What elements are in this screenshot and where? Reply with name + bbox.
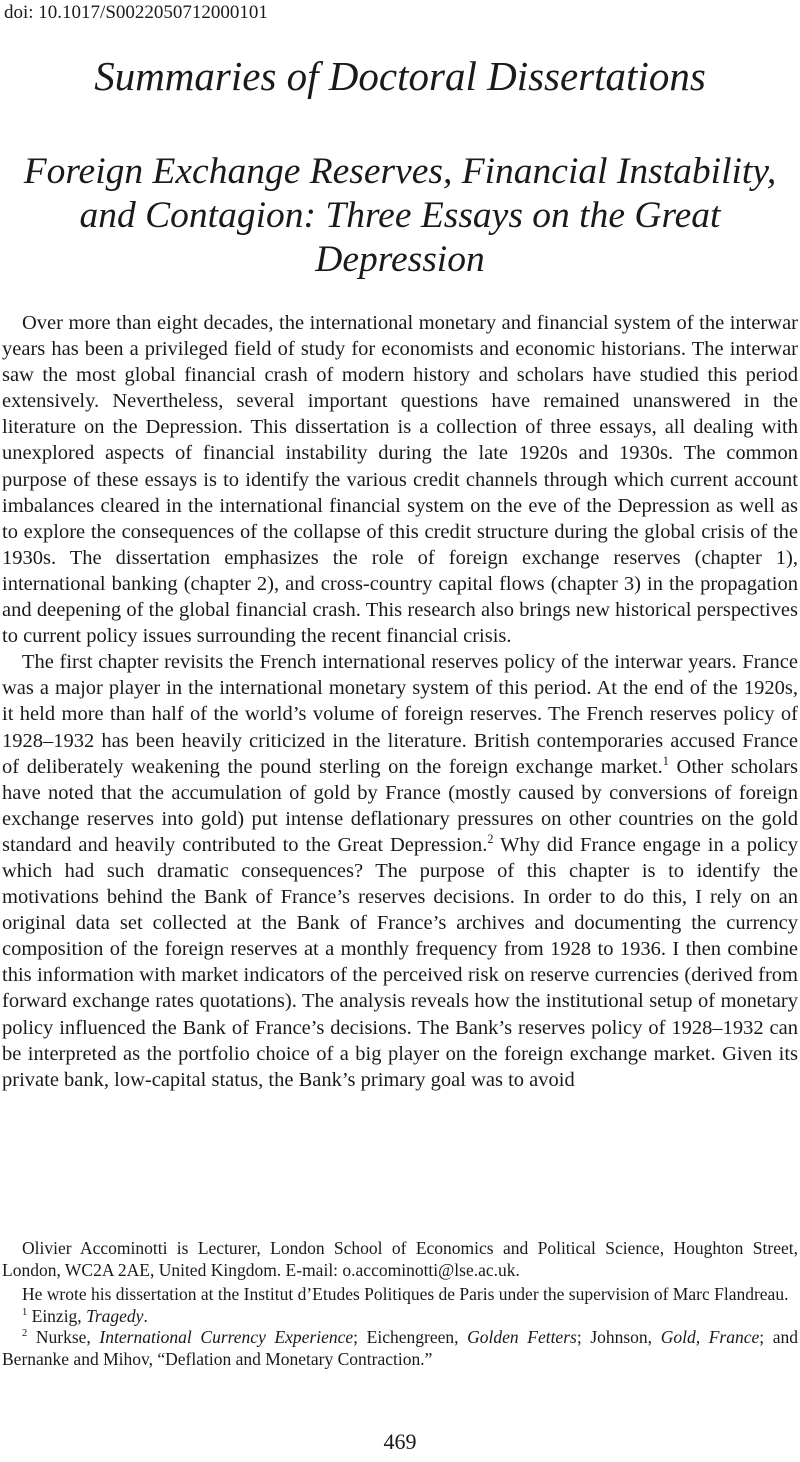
footnote-text: ; Eichengreen, [353, 1327, 468, 1347]
footnote-title: Tragedy [86, 1305, 144, 1326]
footnote-2 [2, 1327, 798, 1370]
page-number: 469 [383, 1429, 417, 1454]
footnote-text: ; Johnson, [576, 1327, 661, 1347]
paragraph-text: The first chapter revisits the French international reserves policy of the interwar years. France was a major player in the international monetary system of this period. At the end of the 1920s, it held more than half of the world’s volume of foreign reserves. The French reserves policy of 1928–1932 has been heavily criticized in the literature. British contemporaries accused France of deliberately weakening the pound sterling on the foreign exchange market. [2, 651, 798, 778]
footnote-text: Einzig, [27, 1305, 87, 1326]
paragraph-intro: Over more than eight decades, the international monetary and financial system of the interwar years has been a privileged field of study for economists and economic historians. The interwar saw the most global financial crash of modern history and scholars have studied this period extensively. Nevertheless, several important questions have remained unanswered in the literature on the Depression. This dissertation is a collection of three essays, all dealing with unexplored aspects of financial instability during the late 1920s and 1930s. The common purpose of these essays is to identify the various credit channels through which current account imbalances cleared in the international financial system on the eve of the Depression as well as to explore the consequences of the collapse of this credit structure during the global crisis of the 1930s. The dissertation emphasizes the role of foreign exchange reserves (chapter 1), international banking (chapter 2), and cross-country capital flows (chapter 3) in the propagation and deepening of the global financial crash. This research also brings new historical perspectives to current policy issues surrounding the recent financial crisis. [2, 312, 798, 648]
footnote-number: 2 [22, 1328, 28, 1340]
author-note: Olivier Accominotti is Lecturer, London School of Economics and Political Science, Houghton Street, London, WC2A 2AE, United Kingdom. E-mail: o.accominotti@lse.ac.uk. [2, 1238, 798, 1280]
paragraph-text: Other scholars have noted that the accumulation of gold by France (mostly caused by conversions of foreign exchange reserves into gold) put intense deflationary pressures on other countries on the gold standard and heavily contributed to the Great Depression. [2, 755, 798, 856]
footnote-ref-1: 1 [662, 753, 669, 768]
paragraph-chapter-one [2, 649, 798, 1093]
supervision-note: He wrote his dissertation at the Institut d’Etudes Politiques de Paris under the supervision of Marc Flandreau. [22, 1284, 789, 1304]
footnote-title: Golden Fetters [467, 1327, 577, 1347]
footnote-text: ; and Bernanke and Mihov, “Deflation and Monetary Contraction.” [2, 1327, 798, 1369]
section-title: Summaries of Doctoral Dissertations [94, 53, 706, 99]
footnote-text: Nurkse, [27, 1327, 100, 1347]
article-title: Foreign Exchange Reserves, Financial Instability, and Contagion: Three Essays on the Great Depression [23, 151, 777, 280]
footnote-text: . [143, 1305, 148, 1326]
notes-section [2, 1238, 798, 1370]
footnote-1 [2, 1306, 798, 1328]
footnote-number: 1 [22, 1306, 28, 1318]
footnote-title: Gold, France [660, 1327, 760, 1347]
footnote-ref-2: 2 [487, 832, 494, 847]
body-text [2, 310, 798, 1093]
paragraph-text: Why did France engage in a policy which had such dramatic consequences? The purpose of this chapter is to identify the motivations behind the Bank of France’s reserves decisions. In order to do this, I rely on an original data set collected at the Bank of France’s archives and documenting the currency composition of the foreign reserves at a monthly frequency from 1928 to 1936. I then combine this information with market indicators of the perceived risk on reserve currencies (derived from forward exchange rates quotations). The analysis reveals how the institutional setup of monetary policy influenced the Bank of France’s decisions. The Bank’s reserves policy of 1928–1932 can be interpreted as the portfolio choice of a big player on the foreign exchange market. Given its private bank, low-capital status, the Bank’s primary goal was to avoid [2, 833, 798, 1091]
footnote-title: International Currency Experience [99, 1327, 354, 1347]
doi-line: doi: 10.1017/S0022050712000101 [4, 2, 268, 23]
